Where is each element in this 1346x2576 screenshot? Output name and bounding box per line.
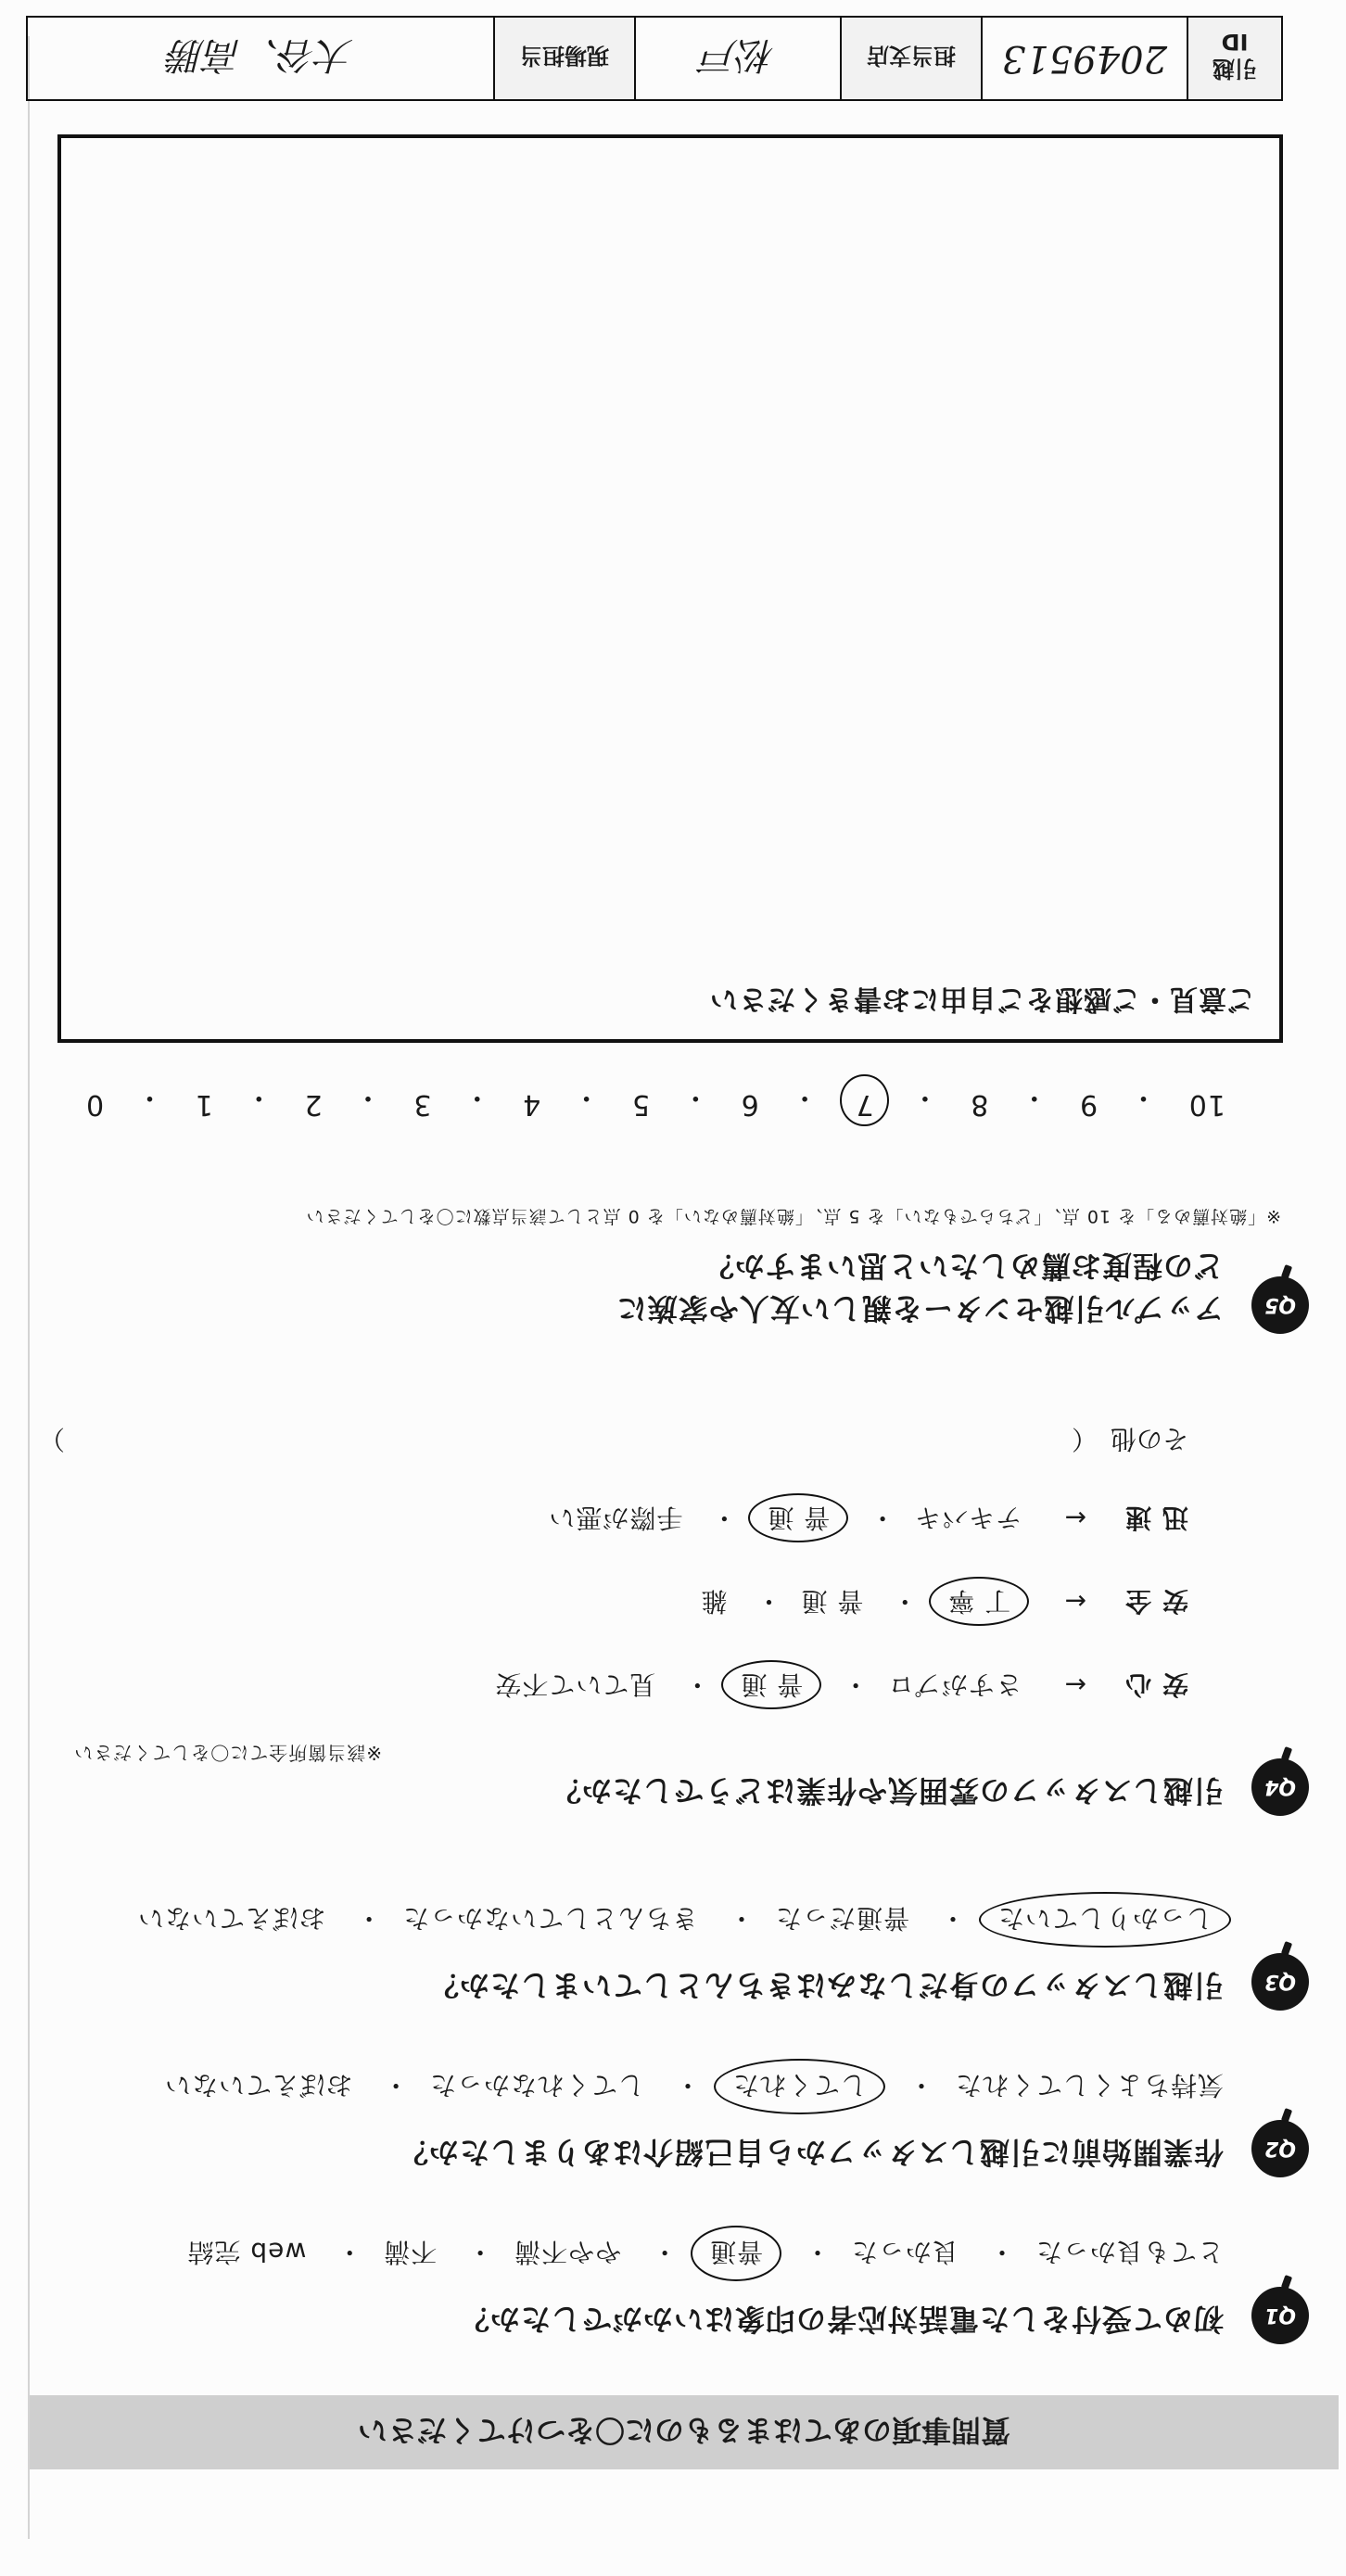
q2-text: 作業開始前に引越しスタッフから自己紹介はありましたか？ xyxy=(397,2135,1224,2170)
q1-badge: Q1 xyxy=(1251,2287,1309,2344)
scale-value[interactable]: 0 xyxy=(85,1088,105,1121)
q3-option[interactable]: おぼえていない xyxy=(137,1903,326,1934)
q1-options: とても良かった・ 良かった・ 普通・ やや不満・ 不満・ web 完結 xyxy=(187,2235,1225,2272)
branch-value[interactable]: 松戸 xyxy=(635,17,841,100)
comment-box[interactable] xyxy=(57,134,1283,1043)
q3-text: 引越しスタッフの身だしなみはきちんとしていましたか？ xyxy=(427,1968,1224,2003)
arrow-left-icon: ← xyxy=(1063,1669,1087,1700)
q4-row-jinsoku: 迅 速 ← テキパキ・ 普 通・ 手際が悪い xyxy=(548,1501,1188,1538)
q5-scale: 10 ・ 9 ・ 8 ・ 7 ・ 6 ・ 5 ・ 4 ・ 3 ・ 2 ・ 1 ・ 0 xyxy=(85,1080,1225,1121)
arrow-left-icon: ← xyxy=(1063,1503,1087,1533)
q5-note: ※「絶対薦める」を 10 点、「どちらでもない」を 5 点、「絶対薦めない」を 0 点として該当点数に〇をしてください xyxy=(305,1206,1281,1226)
q1-option[interactable]: とても良かった xyxy=(1035,2237,1224,2267)
scale-value[interactable]: 1 xyxy=(194,1088,213,1121)
scale-value[interactable]: 9 xyxy=(1079,1088,1098,1121)
scale-value[interactable]: 5 xyxy=(630,1088,650,1121)
q4-badge: Q4 xyxy=(1251,1758,1309,1816)
scale-value[interactable]: 3 xyxy=(413,1088,432,1121)
q4-other-open: （ xyxy=(1071,1424,1085,1454)
comment-title: ご意見・ご感想をご自由にお書きください xyxy=(709,983,1255,1015)
question-2 xyxy=(39,2038,1309,2177)
move-id-label: 引越 ID xyxy=(1187,17,1282,100)
page-margin-line xyxy=(28,36,30,2539)
q2-option[interactable]: おぼえていない xyxy=(164,2070,353,2100)
q4-option[interactable]: 見ていて不安 xyxy=(494,1669,656,1700)
q4-option[interactable]: 雑 xyxy=(700,1586,728,1617)
q5-text xyxy=(616,1245,1224,1330)
q4-other-row xyxy=(39,1422,1188,1459)
staff-value[interactable]: 大谷、高勝 xyxy=(27,17,494,100)
q4-row-anshin: 安 心 ← さすがプロ・ 普 通・ 見ていて不安 xyxy=(494,1668,1188,1705)
q4-other-close: ） xyxy=(39,1424,66,1454)
branch-label: 担当支店 xyxy=(841,17,982,100)
scale-value[interactable]: 2 xyxy=(303,1088,323,1121)
q4-option[interactable]: さすがプロ xyxy=(887,1669,1022,1700)
q1-option[interactable]: やや不満 xyxy=(514,2237,622,2267)
question-4 xyxy=(39,1424,1309,1816)
q4-row-anzen: 安 全 ← 丁 寧・ 普 通・ 雑 xyxy=(701,1584,1188,1621)
staff-label: 現場担当 xyxy=(494,17,635,100)
q2-option[interactable]: してくれなかった xyxy=(429,2070,645,2100)
q5-text-line1: アップル引越センターを親しい友人や家族に xyxy=(616,1291,1224,1326)
q2-badge: Q2 xyxy=(1251,2120,1309,2177)
scale-value[interactable]: 10 xyxy=(1187,1088,1225,1121)
question-1 xyxy=(39,2205,1309,2344)
q4-row-label: 安 全 xyxy=(1124,1586,1188,1617)
q5-badge: Q5 xyxy=(1251,1276,1309,1334)
q3-option[interactable]: 普通だった xyxy=(775,1903,910,1934)
q5-text-line2: どの程度お薦めしたいと思いますか？ xyxy=(703,1249,1224,1284)
q4-note: ※該当箇所全てに〇をしてください xyxy=(73,1742,382,1764)
arrow-left-icon: ← xyxy=(1063,1586,1087,1617)
scale-value[interactable]: 8 xyxy=(970,1088,989,1121)
q1-option-selected[interactable]: 普通 xyxy=(691,2226,781,2281)
q4-option-selected[interactable]: 丁 寧 xyxy=(929,1577,1029,1626)
q3-options: しっかりしていた・ 普通だった・ きちんとしていなかった・ おぼえていない xyxy=(137,1901,1224,1938)
q1-option[interactable]: web 完結 xyxy=(186,2237,307,2267)
q2-options: 気持ちよくしてくれた・ してくれた・ してくれなかった・ おぼえていない xyxy=(164,2068,1224,2105)
info-table xyxy=(26,16,1283,101)
q4-row-label: 迅 速 xyxy=(1124,1503,1188,1533)
q2-option-selected[interactable]: してくれた xyxy=(714,2059,885,2114)
q3-badge: Q3 xyxy=(1251,1953,1309,2011)
q4-option[interactable]: 手際が悪い xyxy=(548,1503,683,1533)
q1-option[interactable]: 不満 xyxy=(383,2237,438,2267)
q2-option[interactable]: 気持ちよくしてくれた xyxy=(954,2070,1224,2100)
q4-option-selected[interactable]: 普 通 xyxy=(748,1493,848,1542)
q1-option[interactable]: 良かった xyxy=(851,2237,959,2267)
move-id-value[interactable]: 2049513 xyxy=(982,17,1187,100)
scale-value[interactable]: 4 xyxy=(522,1088,541,1121)
q4-option-selected[interactable]: 普 通 xyxy=(721,1660,821,1709)
q4-row-label: 安 心 xyxy=(1124,1669,1188,1700)
question-3 xyxy=(39,1872,1309,2011)
scale-value[interactable]: 6 xyxy=(740,1088,759,1121)
q4-text: 引越しスタッフの雰囲気や作業はどうでしたか？ xyxy=(550,1773,1224,1808)
q4-option[interactable]: テキパキ xyxy=(914,1503,1022,1533)
q4-other-label: その他 xyxy=(1110,1424,1188,1454)
instruction-banner xyxy=(30,2395,1339,2469)
question-5 xyxy=(39,1093,1309,1334)
q1-text: 初めて受付をした電話対応者の印象はいかがでしたか？ xyxy=(458,2302,1224,2337)
scale-value-selected[interactable]: 7 xyxy=(840,1074,888,1126)
q4-option[interactable]: 普 通 xyxy=(800,1586,864,1617)
instruction-text: 質問事項のあてはまるものに〇をつけてください xyxy=(358,2413,1011,2448)
q3-option[interactable]: きちんとしていなかった xyxy=(402,1903,699,1934)
q3-option-selected[interactable]: しっかりしていた xyxy=(979,1892,1231,1948)
